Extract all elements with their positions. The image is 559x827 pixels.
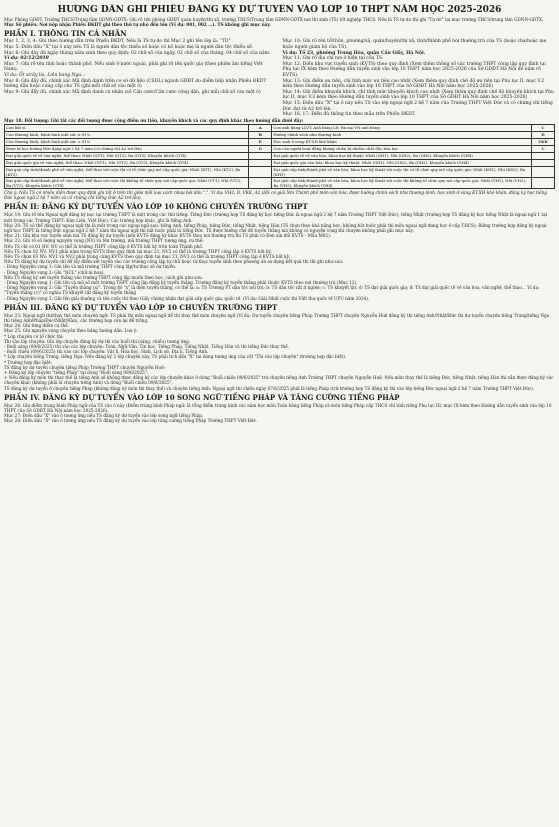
category-code xyxy=(532,159,555,166)
category-label: Được kí học hướng Đức dạng ngữ 2 hệ 7 năm (có chứng chỉ A2 trở lên) xyxy=(5,145,249,152)
section-4-body xyxy=(4,403,555,424)
intro-line: Mục Phòng GDĐT, Trường THCS/Trung tâm GDNN-GDTX: Ghi rõ tên phòng GDĐT quản huyện/thị xã, trường THCS/Trung tâm GDNN-GDTX nơi thí sinh (TS) tốt nghiệp THCS. Nếu là TS tự do thì ghi "Tự do" tại mục trường THCS/trung tâm GDNN-GDTX. xyxy=(4,17,544,22)
guide-line: - Dòng Nguyện vọng 3: Ghi tên giải thưởng và tên cuộc thi theo Giấy chứng nhận đạt giải cấp quốc gia, quốc tế. (Ví dụ: Giải Nhất cuộc thi Viết thư quốc tế UPU năm 2024). xyxy=(4,295,370,301)
field-guide: Mục 7: Ghi rõ tên tỉnh hoặc thành phố. Nếu sinh ở nước ngoài, phải ghi rõ tên quốc gia (theo phiên âm tiếng Việt Nam). xyxy=(4,61,263,73)
table-row xyxy=(5,177,555,188)
guide-line: - Buổi sáng (09/6/2025) thi vào các lớp chuyên: Toán, Ngữ Văn, Tin học, Tiếng Pháp, Tiếng Nhật, Tiếng Hàn và thi tiếng Đức thay thế. xyxy=(4,344,289,349)
category-label: Con thương binh, bệnh binh mất sức < 81% xyxy=(5,138,249,145)
category-label: Đạt giải cấp tỉnh/thành phố về văn hóa, khoa học kỹ thuật với cuộc thi có tổ chức quy mô cấp quốc gia: Nhất (KH1), Nhì (KH2), Ba (KH3) xyxy=(272,166,532,177)
category-label: Con của người hoạt động kháng chiến bị nhiễm chất độc hóa học xyxy=(272,145,532,152)
category-code: A xyxy=(249,124,272,131)
guide-line: Mục 26: Ghi điểm trung bình Pháp ngữ của TS vào ô này (Điểm trung bình Pháp ngữ: là tổng điểm trung bình các năm học môn Toán bằng tiếng Pháp và môn tiếng Pháp cấp THCS chỉ tính riêng Phụ lục III, mục III kèm theo Hướng dẫn tuyển sinh vào lớp 10 THPT của Sở GDĐT Hà Nội năm học 2025-2026). xyxy=(4,402,552,414)
personal-info-columns xyxy=(4,39,555,117)
item-18-note: Mục 18. Đối tượng: Ghi tắt các đối tượng được cộng điểm ưu tiên, khuyến khích và các quy định khác theo hướng dẫn dưới đây: xyxy=(4,117,304,123)
category-label: Đạt giải cấp tỉnh/thành phố về văn nghệ, thể thao với cuộc thi có tổ chức quy mô cấp quốc gia: Nhất (KT1), Nhì (KT2), Ba (KT3) xyxy=(5,166,249,177)
guide-line: Mục 19: Ghi rõ tên Ngoại ngữ đăng ký học tại trường THPT là một trong các thứ tiếng: Tiếng Đức (trường hợp TS đăng ký học tiếng Đức là ngoại ngữ 2 hệ 7 năm Trường THPT Việt Đức), tiếng Nhật (trường hợp TS đăng ký học tiếng Nhật là ngoại ngữ 1 tại một trong các Trường THPT: Kim Liên, Việt Đức). Các trường hợp khác, ghi là tiếng Anh. xyxy=(4,212,547,223)
guide-line: + Đăng ký lớp chuyên "tiếng Pháp" tại dòng "Buổi sáng 09/6/2025"; xyxy=(4,370,149,376)
field-guide: Mục 9: Ghi đầy đủ, chính xác Mã định danh cá nhân (số Căn cước/Căn cước công dân, ghi mỗi chữ số vào một ô) xyxy=(4,89,261,95)
category-code xyxy=(249,177,272,188)
section-2-body xyxy=(4,212,555,300)
guide-line: Nếu TS chọn 03 NV: NV1 và NV2 phải trong cùng KVTS theo quy định tại mục 21, NV3 có thể là trường THPT công lập ở KVTS bất kỳ. xyxy=(4,253,291,259)
category-label: Đạt giải quốc gia về văn nghệ, thể thao: Nhất (GT1), Nhì (GT2), Ba (GT3), Khuyến khích (GT4) xyxy=(5,159,249,166)
guide-line: Nếu TS đăng ký xét tuyển thẳng vào trường THPT công lập muốn theo học, cách ghi như sau: xyxy=(4,274,203,280)
table-row xyxy=(5,166,555,177)
category-code xyxy=(532,166,555,177)
guide-line: Nếu TS chỉ có 01 NV: NV có thể là trường THPT công lập ở KVTS bất kỳ trên toàn Thành phố. xyxy=(4,243,204,249)
guide-line: - Dòng Nguyện vọng 2: Ghi "Tuyển thẳng (x)". Trong đó "x" là diện tuyển thẳng, có thể là: a: TS Trường PT dân tộc nội trú; b: TS dân tộc rất ít người; c: TS khuyết tật; d: TS đạt giải quốc gia; đ: TS đạt giải quốc tế về văn hóa, văn nghệ, thể thao... Ví dụ: "Tuyển thẳng (c)" có nghĩa TS khuyết tật đăng ký tuyển thẳng xyxy=(4,285,540,296)
guide-line: * Lớp chuyên tiếng Trung, tiếng Nga: Nếu đăng ký 2 lớp chuyên này, TS phải tích dấu "X" tại dòng tương ứng của cột "Thi vào lớp chuyên" (trường hợp đặc biệt). xyxy=(4,354,347,360)
field-guide: Mục 10: Ghi rõ tên tổ/thôn, phường/xã, quận/huyện/thị xã, tỉnh/thành phố nơi thường trú của TS (hoặc cha/hoặc mẹ hoặc người giám hộ của TS). xyxy=(282,39,547,50)
section-heading: PHẦN I. THÔNG TIN CÁ NHÂN xyxy=(4,29,127,39)
category-label: Con thương binh, bệnh binh mất sức ≥ 81% xyxy=(5,131,249,138)
table-row xyxy=(5,124,555,131)
category-label: Đạt giải quốc tế về văn hóa, khoa học kỹ thuật: Nhất (QH1), Nhì (QH2), Ba (QH3), Khuyến khích (QH4) xyxy=(272,152,532,159)
guide-line: Thi vào lớp chuyên: Ghi lớp chuyên đăng ký dự thi vào buổi thi (sáng, chiều) tương ứng. xyxy=(4,338,191,344)
guide-line: - Dòng Nguyện vọng 1: Ghi tên và mã trường THPT công lập/tư thục sẽ dự tuyển. xyxy=(4,264,177,270)
field-guide: Mục 8: Ghi đầy đủ, chính xác Mã định danh trên cơ sở dữ liệu (CSDL) ngành GDĐT do điểm tiếp nhận Phiếu ĐKDT hướng dẫn hoặc cung cấp cho TS (ghi mỗi chữ số vào một ô) xyxy=(4,78,267,90)
guide-line: Nếu TS đăng ký dự tuyển chỉ để lấy điểm xét tuyển vào các trường công lập tự chủ hoặc tư thục tuyển sinh theo phương án sơ dụng kết quả thi thì ghi như sau: xyxy=(4,259,344,265)
table-row xyxy=(5,145,555,152)
field-example: Ví dụ: 02/12/2010 xyxy=(4,56,49,62)
category-label: Con liệt sĩ xyxy=(5,124,249,131)
field-guide: Mục 12: Điền khu vực tuyển sinh (KVTS) theo quy định (Xem thêm thông số các trường THPT công lập quy định tại Phụ lục IX kèm theo Hướng dẫn tuyển sinh vào lớp 10 THPT năm học 2025-2026 của Sở GDĐT Hà Nội để nắm rõ KVTS). xyxy=(282,61,546,78)
table-row xyxy=(5,138,555,145)
note: Chú ý: Nếu TS có nhiều diện được quy định ghi tắt ở trên thì giữa mỗi loại cách nhau bởi dấu ",". Ví dụ: VH2, D, VKK, A2 (HS có giải Nhì Thành phố môn văn hóa, được hưởng chính sách như thương binh, học sinh ở vùng KT-XH khó khăn, đăng ký học tiếng Đức ngoại ngữ 2 hệ 7 năm và có chứng chỉ tiếng Đức A2 trở lên). xyxy=(4,189,547,201)
category-code xyxy=(249,159,272,166)
field-guide: Mục 16, 17: Điền đủ thông tin theo mẫu trên Phiếu ĐKDT. xyxy=(282,112,416,118)
category-label: Đạt giải cấp tỉnh/thành phố về văn nghệ, thể thao với cuộc thi không tổ chức quy mô cấp quốc gia: Nhất (VT1), Nhì (VT2), Ba (VT3), Khuyến khích (VT4) xyxy=(5,177,249,188)
category-code: C xyxy=(532,124,555,131)
category-code xyxy=(249,166,272,177)
guide-line: Mục 25: Ghi nguyện vọng chuyên theo bảng hướng dẫn. Lưu ý: xyxy=(4,328,138,334)
intro-line: Mục Số phiếu: Nơi nộp nhận Phiếu ĐKDT ghi theo thứ tự nhỏ đến lớn (Ví dụ: 001, 002 ...). TS không ghi mục này. xyxy=(4,22,271,28)
guide-line: TS đăng ký dự tuyển ở chuyên tiếng Pháp (không đăng ký môn thi thay thế) và chuyên tiếng Anh: Ngoại ngữ thi chiều ngày 07/6/2025 phải là tiếng Pháp (trừ trường hợp TS đăng ký thi vào lớp tiếng Đức ngoại ngữ 2 hệ 7 năm Trường THPT Việt Đức). xyxy=(4,385,535,391)
field-guide: Mục 14: Ghi điểm khuyến khích, chỉ tính mức khuyến khích cao nhất (Xem thêm quy định chế độ khuyến khích tại Phụ lục II, mục V.3 kèm theo Hướng dẫn tuyển sinh vào lớp 10 THPT của Sở GDĐT Hà Nội năm học 2025-2026) xyxy=(282,89,554,101)
category-code: G xyxy=(249,145,272,152)
guide-line: * Trường hợp đặc biệt: xyxy=(4,359,52,365)
guide-line: - Dòng Nguyện vọng 2: Ghi "NCL" (chữ in hoa). xyxy=(4,269,105,275)
table-row xyxy=(5,152,555,159)
left-column xyxy=(4,39,277,117)
category-code xyxy=(532,152,555,159)
guide-line: TS đăng ký dự tuyển chuyên tiếng Pháp Trường THPT chuyên Nguyễn Huệ: xyxy=(4,364,166,370)
guide-line: Mục 24: Ghi từng điểm cụ thể. xyxy=(4,323,70,329)
intro-block xyxy=(4,17,555,27)
guide-line: Nếu TS chọn 02 NV: NV1 phải nằm trong KVTS theo quy định tại mục 21, NV2 có thể là trường THPT công lập ở KVTS bất kỳ. xyxy=(4,248,273,254)
guide-line: - Dòng Nguyện vọng 1: Ghi tên và mã số một trường THPT công lập đăng ký tuyển thẳng. Trường đăng ký tuyển thẳng phải thuộc KVTS theo nơi thường trú (Mục 12). xyxy=(4,279,358,285)
category-label: Hướng chính sách như thương binh xyxy=(272,131,532,138)
category-code: B xyxy=(249,131,272,138)
document-page xyxy=(4,4,555,819)
field-guide: Mục 1, 2, 3, 4: Ghi theo hướng dẫn trên Phiếu ĐKDT. Nếu là TS tự do thì Mục 2 ghi tên lớp là: "TD" xyxy=(4,39,231,45)
field-guide: Mục 15: Điền dấu "X" tại ô này nếu TS vào lớp ngoại ngữ 2 hệ 7 năm của Trường THPT Việt Đức và có chứng chỉ tiếng Đức đạt từ A2 trở lên. xyxy=(282,100,553,112)
right-column xyxy=(283,39,556,117)
category-code: C xyxy=(532,145,555,152)
section-heading: PHẦN II: ĐĂNG KÝ DỰ TUYỂN VÀO LỚP 10 KHÔNG CHUYÊN TRƯỜNG THPT xyxy=(4,202,308,212)
category-code: E xyxy=(249,138,272,145)
guide-line: * Lớp chuyên có tổ chức thi: xyxy=(4,333,64,339)
category-code xyxy=(532,177,555,188)
field-example: Ví dụ: Tổ 23, phường Trung Hòa, quận Cầu Giấy, Hà Nội. xyxy=(282,50,426,56)
category-code xyxy=(249,152,272,159)
section-heading: PHẦN III. ĐĂNG KÝ DỰ TUYỂN VÀO LỚP 10 CHUYÊN TRƯỜNG THPT xyxy=(4,302,278,312)
category-code-table xyxy=(4,124,555,189)
table-row xyxy=(5,131,555,138)
field-guide: Mục 11: Ghi rõ địa chỉ nơi ở hiện tại của TS. xyxy=(282,56,384,62)
field-guide: Mục 13: Ghi điểm ưu tiên, chỉ tính mức ưu tiên cao nhất (Xem thêm quy định chế độ ưu tiên tại Phụ lục II, mục V.2 kèm theo Hướng dẫn tuyển sinh vào lớp 10 THPT của Sở GDĐT Hà Nội năm học 2025-2026) xyxy=(282,78,545,90)
category-label: Con anh hùng LLVT, Anh hùng LĐ, Bà mẹ VN anh hùng xyxy=(272,124,532,131)
section-heading: PHẦN IV. ĐĂNG KÝ DỰ TUYỂN VÀO LỚP 10 SONG NGỮ TIẾNG PHÁP VÀ TĂNG CƯỜNG TIẾNG PHÁP xyxy=(4,392,400,402)
document-title: HƯỚNG DẪN GHI PHIẾU ĐĂNG KÝ DỰ TUYỂN VÀO LỚP 10 THPT NĂM HỌC 2025-2026 xyxy=(57,5,502,15)
field-guide: Mục 6: Ghi dày đủ ngày tháng năm sinh theo quy định: 02 chữ số của ngày, 02 chữ số của tháng, 04 chữ số của năm. xyxy=(4,50,271,56)
guide-line: Mục 27: Điền dấu "X" vào ô tương ứng nếu TS đăng ký dự tuyển vào lớp song ngữ tiếng Pháp. xyxy=(4,413,204,419)
category-label: Đạt giải cấp tỉnh/thành phố về văn hóa, khoa học kỹ thuật với cuộc thi không tổ chức quy mô cấp quốc gia: Nhất (VH1), Nhì (VH2), Ba (VH3), Khuyến khích (VH4) xyxy=(272,177,532,188)
category-label: Đạt giải quốc gia văn hóa, khoa học kỹ thuật: Nhất (GH1), Nhì (GH2), Ba (GH3), Khuyến khích (GH4) xyxy=(272,159,532,166)
category-label: Học sinh ở vùng KT-XH khó khăn xyxy=(272,138,532,145)
field-guide: Mục 5: Điền dấu "X" tại ô này nếu TS là người dân tộc thiểu số hoặc có bố hoặc mẹ là người dân tộc thiểu số. xyxy=(4,45,254,50)
guide-line: Mục 22: Ghi rõ số lượng nguyện vọng (NV) và tên trường, mã trường THPT tương ứng, cụ thể: xyxy=(4,238,204,244)
section-3-body xyxy=(4,313,555,391)
guide-line: Mục 28: Điền dấu "X" vào ô tương ứng nếu TS đăng ký dự tuyển vào lớp tăng cường tiếng Pháp Trường THPT Việt Đức. xyxy=(4,418,258,424)
category-code: D xyxy=(532,131,555,138)
category-label: Đạt giải quốc tế về văn nghệ, thể thao: Nhất (QT1), Nhì (QT2), Ba (QT3), Khuyến khích (QT4) xyxy=(5,152,249,159)
guide-line: Mục 21: Ghi khu vực tuyển sinh mà TS đăng ký dự tuyển (nếu KVTS đăng ký khác KVTS theo nơi thường trú thì TS phải có Đơn xin đổi KVTS - Mẫu M02). xyxy=(4,233,332,239)
guide-line: - Buổi chiều (09/6/2025) thi vào các lớp chuyên: Vật lí, Hóa học, Sinh, Lịch sử, Địa lí, Tiếng Anh. xyxy=(4,349,209,355)
guide-line: Mục 20: TS có thể đăng ký ngoại ngữ thi là một trong các ngoại ngữ sau: tiếng Anh, tiếng Pháp, tiếng Đức, tiếng Nhật, tiếng Hàn (TS chọn theo khả năng học, không bắt buộc phải thi môn ngoại ngữ đang học ở cấp THCS). Riêng trường hợp đăng ký ngoại ngữ học THPT là tiếng Đức ngoại ngữ 2 hệ 7 năm thì ngoại ngữ thi bắt buộc phải là tiếng Đức. TS được hướng chế độ tuyển thẳng mà không có nguyện vọng thi chuyên không phải ghi mục này. xyxy=(4,222,547,233)
guide-line: + Nếu đăng ký môn thi thay thế là tiếng Anh sẽ không được đăng ký các lớp chuyên khác ở dòng "Buổi chiều 09/6/2025" trừ chuyên tiếng Anh Trường THPT chuyên Nguyễn Huệ. Nếu môn thay thế là tiếng Đức, tiếng Nhật, tiếng Hàn thì vẫn được đăng ký các chuyên khác (không phải là chuyên tiếng Anh) và dòng "Buổi chiều 09/6/2025". xyxy=(4,375,554,386)
field-example: Ví dụ: Ốt xtrây lia, Liên bang Nga... xyxy=(4,72,86,78)
table-row xyxy=(5,159,555,166)
category-code: VKK xyxy=(532,138,555,145)
guide-line: Mục 23: Ngoại ngữ thi/thay thế môn chuyên ngữ: TS phải thi môn ngoại ngữ để thi thay thế môn chuyên ngữ (Ví dụ: Dự tuyển chuyên tiếng Pháp Trường THPT chuyên Nguyễn Huệ đăng ký thi tiếng Anh/Nhật/Đức thì dự tuyển chuyên tiếng Trung/tiếng Nga thi tiếng Anh/Pháp/Đức/Nhật/Hàn), các trường hợp còn lại để trống. xyxy=(4,312,550,323)
